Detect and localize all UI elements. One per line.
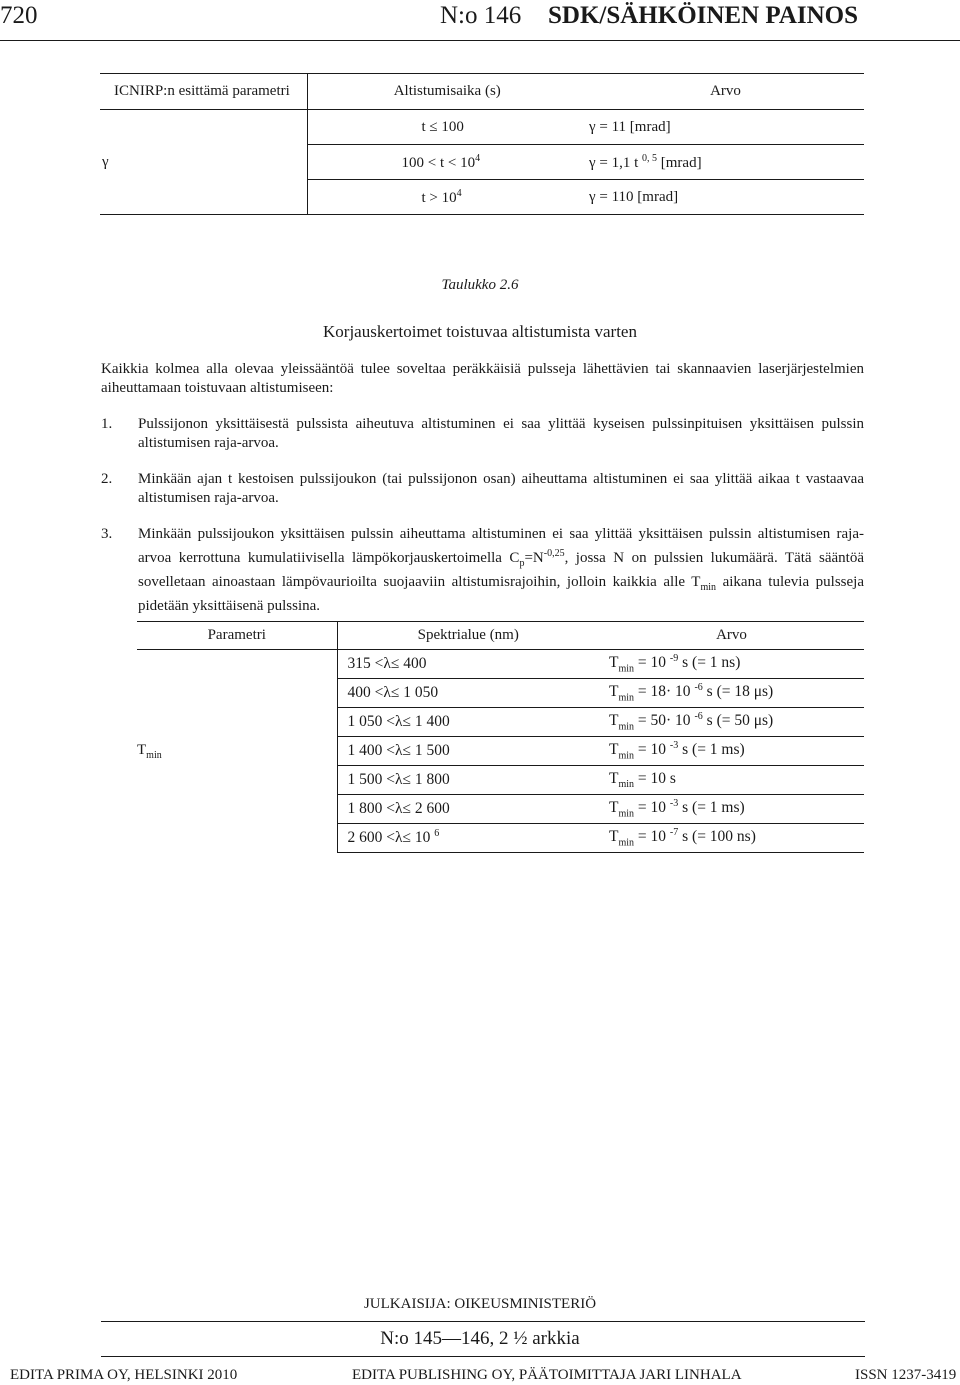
item-text: Minkään ajan t kestoisen pulssijoukon (tai pulssijonon osan) aiheuttama altistuminen ei saa ylittää aikaa t vastaavaa altistumisen raja-arvoa. — [138, 471, 864, 506]
table-caption: Taulukko 2.6 — [441, 277, 519, 293]
header-rule — [0, 40, 960, 41]
item-text: Pulssijonon yksittäisestä pulssista aiheutuva altistuminen ei saa ylittää kyseisen pulssinpituisen yksittäisen pulssin altistumisen raja-arvoa. — [138, 416, 864, 451]
exposure-time-cell: t ≤ 100 — [307, 110, 587, 145]
spectral-range-cell: 1 400 <λ≤ 1 500 — [337, 737, 599, 766]
tmin-value-cell: $T_{min} = 10$ $^{-3}$ s (= 1 ms) — [599, 737, 864, 766]
tmin-value-cell: $T_{min} = 10$ $^{-3}$ s (= 1 ms) — [599, 795, 864, 824]
value-cell: γ = 110 [mrad] — [587, 180, 864, 215]
printer-credit: EDITA PRIMA OY, HELSINKI 2010 — [10, 1367, 238, 1383]
exposure-time-cell: $100 < t < 10^4$ — [307, 145, 587, 180]
issn: ISSN 1237-3419 — [855, 1367, 957, 1383]
rule-item-1 — [101, 415, 864, 455]
tmin-value-cell: $T_{min} = 50\cdot 10$ $^{-6}$ s (= 50 μs) — [599, 708, 864, 737]
exposure-time-cell: $t > 10^4$ — [307, 180, 587, 215]
spectral-range-cell: 400 <λ≤ 1 050 — [337, 679, 599, 708]
table-title: Korjauskertoimet toistuvaa altistumista varten — [323, 322, 637, 341]
item-number: 3. — [101, 526, 113, 542]
item-text: Minkään pulssijoukon yksittäisen pulssin aiheuttama altistuminen ei saa ylittää yksittäisen pulssin altistumisen raja-arvoa kerrottuna kumulatiivisella lämpökorjauskertoimella $C_p=N^{-0,25}$, jossa N on pulssien lukumäärä. Tätä sääntöä sovelletaan ainoastaan lämpövaurioilta suojaaviin altistumisrajoihin, jolloin kaikkia alle $T_{min}$ aikana tulevia pulsseja pidetään yksittäisenä pulssina. — [138, 526, 865, 614]
gamma-table — [100, 73, 864, 215]
issue-number: N:o 146 — [440, 2, 522, 29]
table-row — [137, 650, 864, 679]
header-parameter: ICNIRP:n esittämä parametri — [100, 74, 307, 110]
intro-paragraph: Kaikkia kolmea alla olevaa yleissääntöä tulee soveltaa peräkkäisiä pulsseja lähettävien tai skannaavien laserjärjestelmien aiheuttamaan toistuvaan altistumiseen: — [101, 361, 864, 396]
rule-item-3 — [101, 525, 865, 614]
tmin-value-cell: $T_{min} = 10$ $^{-9}$ s (= 1 ns) — [599, 650, 864, 679]
item-number: 1. — [101, 416, 113, 432]
tmin-parameter: $T_{min}$ — [137, 741, 162, 761]
header-exposure-time: Altistumisaika (s) — [307, 74, 587, 110]
publisher-credit: EDITA PUBLISHING OY, PÄÄTOIMITTAJA JARI LINHALA — [352, 1367, 742, 1383]
spectral-range-cell: 1 500 <λ≤ 1 800 — [337, 766, 599, 795]
header-parameter: Parametri — [137, 622, 337, 650]
header-spectral-range: Spektrialue (nm) — [337, 622, 599, 650]
spectral-range-cell: 1 800 <λ≤ 2 600 — [337, 795, 599, 824]
tmin-value-cell: $T_{min} = 18\cdot 10$ $^{-6}$ s (= 18 μs) — [599, 679, 864, 708]
spectral-range-cell: 1 050 <λ≤ 1 400 — [337, 708, 599, 737]
page-number: 720 — [0, 2, 38, 29]
header-value: Arvo — [599, 622, 864, 650]
value-cell: γ = 11 [mrad] — [587, 110, 864, 145]
publication-title: SDK/SÄHKÖINEN PAINOS — [548, 2, 859, 29]
header-value: Arvo — [587, 74, 864, 110]
gamma-symbol: γ — [100, 110, 307, 215]
spectral-range-cell: 315 <λ≤ 400 — [337, 650, 599, 679]
issue-range: N:o 145—146, 2 ½ arkkia — [380, 1328, 580, 1349]
publisher-line: JULKAISIJA: OIKEUSMINISTERIÖ — [363, 1296, 597, 1312]
tmin-table-header — [137, 622, 864, 650]
gamma-table-header — [100, 74, 864, 110]
footer-rule — [101, 1321, 865, 1322]
item-number: 2. — [101, 471, 113, 487]
tmin-value-cell: $T_{min} = 10$ $^{-7}$ s (= 100 ns) — [599, 824, 864, 853]
table-row — [100, 110, 864, 145]
value-cell: γ = 1,1 t $^{0, 5}$ [mrad] — [587, 145, 864, 180]
rule-item-2 — [101, 470, 864, 510]
spectral-range-cell: 2 600 <λ≤ 10 $^6$ — [337, 824, 599, 853]
tmin-table — [137, 621, 864, 853]
footer-rule — [101, 1356, 865, 1357]
tmin-value-cell: $T_{min} = 10$ s — [599, 766, 864, 795]
